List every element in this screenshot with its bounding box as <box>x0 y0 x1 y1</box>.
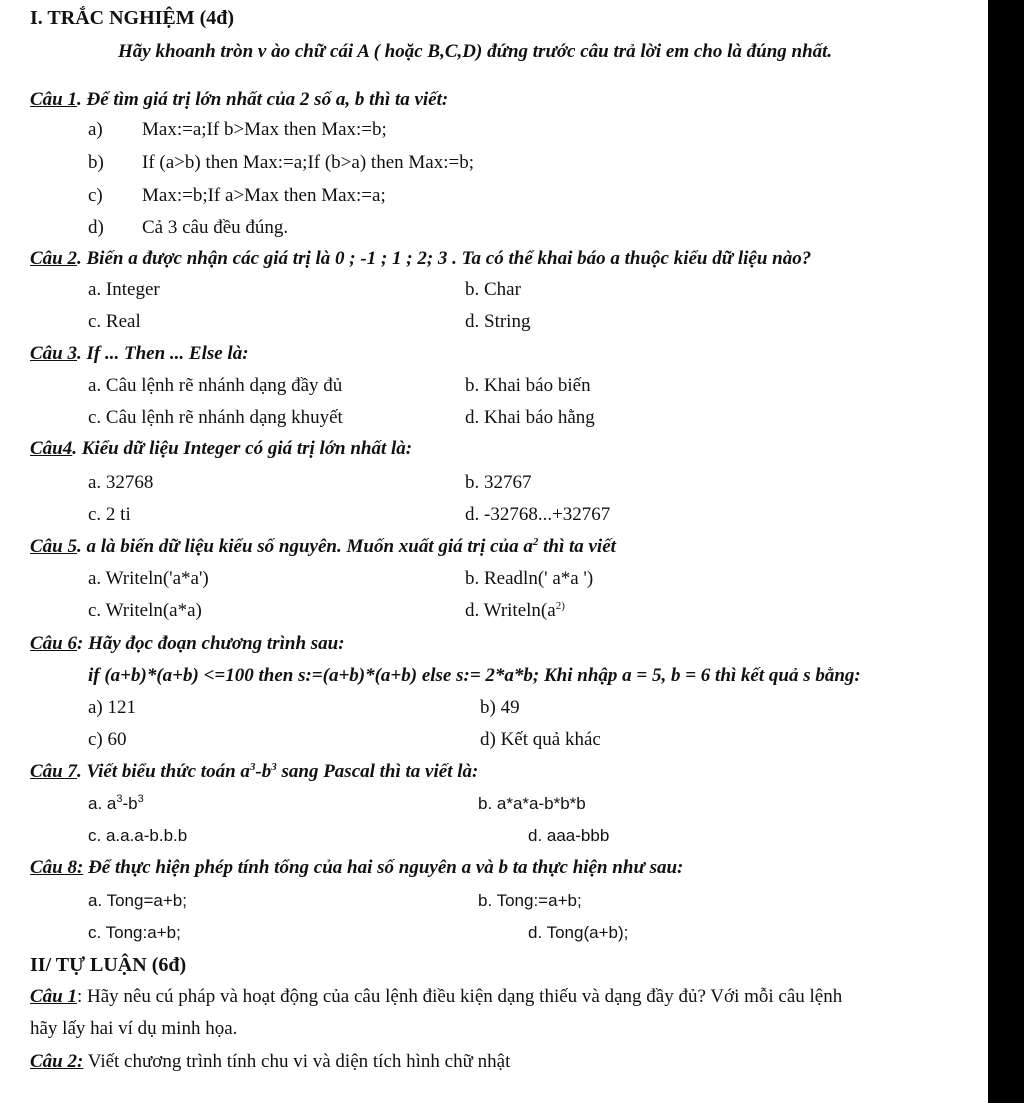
q1-option-a <box>88 118 387 142</box>
section2-title: II/ TỰ LUẬN (6đ) <box>30 954 187 976</box>
q3-option-c: c. Câu lệnh rẽ nhánh dạng khuyết <box>88 407 343 428</box>
q2-option-d: d. String <box>465 311 531 332</box>
q6-text: : Hãy đọc đoạn chương trình sau: <box>77 633 345 654</box>
q4-option-d: d. -32768...+32767 <box>465 504 611 525</box>
q8-heading <box>30 856 683 880</box>
q5-text-before: . a là biến dữ liệu kiểu số nguyên. Muốn xuất giá trị của a <box>77 536 533 557</box>
q5-option-d-text: d. Writeln(a <box>465 600 556 621</box>
q7-label: Câu 7 <box>30 761 77 782</box>
q1-option-c-text: Max:=b;If a>Max then Max:=a; <box>142 185 386 206</box>
q1-option-b <box>88 151 474 175</box>
section2-q1-label: Câu 1 <box>30 986 77 1007</box>
q7-sup2: 3 <box>271 761 277 773</box>
q7-text-after: sang Pascal thì ta viết là: <box>276 761 479 782</box>
q1-label: Câu 1 <box>30 89 77 110</box>
q7-mid: -b <box>255 761 272 782</box>
q8-option-c: c. Tong:a+b; <box>88 923 181 942</box>
q1-option-b-letter: b) <box>88 152 104 173</box>
q7-option-c: c. a.a.a-b.b.b <box>88 826 188 845</box>
section1-instruction: Hãy khoanh tròn v ào chữ cái A ( hoặc B,C,D) đứng trước câu trả lời em cho là đúng nhất. <box>118 41 833 62</box>
section2-q1-line2: hãy lấy hai ví dụ minh họa. <box>30 1018 238 1039</box>
q2-option-a: a. Integer <box>88 279 160 300</box>
q8-label: Câu 8: <box>30 857 84 878</box>
q3-option-d: d. Khai báo hằng <box>465 407 595 428</box>
q3-heading <box>30 342 249 366</box>
q3-text: . If ... Then ... Else là: <box>77 343 249 364</box>
q5-option-c: c. Writeln(a*a) <box>88 600 202 621</box>
q7-sup1: 3 <box>249 761 256 773</box>
q1-option-d-letter: d) <box>88 217 104 238</box>
q4-option-c: c. 2 ti <box>88 504 131 525</box>
q5-option-d-sup: 2) <box>555 600 565 612</box>
q1-option-b-text: If (a>b) then Max:=a;If (b>a) then Max:=b; <box>142 152 474 173</box>
q4-option-b: b. 32767 <box>465 472 532 493</box>
q6-option-d: d) Kết quả khác <box>480 729 601 750</box>
q2-option-c: c. Real <box>88 311 141 332</box>
q1-text: . Để tìm giá trị lớn nhất của 2 số a, b thì ta viết: <box>77 89 449 110</box>
q7-heading <box>30 760 478 784</box>
q4-label: Câu4 <box>30 438 73 459</box>
q3-option-a: a. Câu lệnh rẽ nhánh dạng đầy đủ <box>88 375 343 396</box>
q5-option-a: a. Writeln('a*a') <box>88 568 209 589</box>
q1-option-d-text: Cả 3 câu đều đúng. <box>142 217 289 238</box>
q8-option-a: a. Tong=a+b; <box>88 891 187 910</box>
section2-q1 <box>30 985 842 1009</box>
q8-option-d: d. Tong(a+b); <box>528 923 629 942</box>
q4-text: . Kiểu dữ liệu Integer có giá trị lớn nhất là: <box>72 438 413 459</box>
section1-title: I. TRẮC NGHIỆM (4đ) <box>30 7 235 29</box>
q7-text-before: . Viết biểu thức toán a <box>77 761 250 782</box>
q6-code: if (a+b)*(a+b) <=100 then s:=(a+b)*(a+b) else s:= 2*a*b; Khi nhập a = 5, b = 6 thì kết quả s bằng: <box>88 665 861 686</box>
q8-option-b: b. Tong:=a+b; <box>478 891 582 910</box>
q3-option-b: b. Khai báo biến <box>465 375 591 396</box>
q5-sup: 2 <box>532 536 539 548</box>
q1-option-a-letter: a) <box>88 119 103 140</box>
q4-option-a: a. 32768 <box>88 472 154 493</box>
q6-option-b: b) 49 <box>480 697 520 718</box>
q5-heading <box>30 535 616 559</box>
q6-option-c: c) 60 <box>88 729 127 750</box>
q7-option-a-sup1: 3 <box>116 793 123 805</box>
q6-label: Câu 6 <box>30 633 77 654</box>
q7-option-a-sup2: 3 <box>137 793 144 805</box>
q4-heading <box>30 437 412 461</box>
section2-q2 <box>30 1050 510 1074</box>
q1-option-a-text: Max:=a;If b>Max then Max:=b; <box>142 119 387 140</box>
q5-label: Câu 5 <box>30 536 77 557</box>
q1-heading <box>30 88 448 112</box>
q2-option-b: b. Char <box>465 279 521 300</box>
section2-q2-label: Câu 2: <box>30 1051 84 1072</box>
q5-option-b: b. Readln(' a*a ') <box>465 568 594 589</box>
section2-q1-text: : Hãy nêu cú pháp và hoạt động của câu lệnh điều kiện dạng thiếu và dạng đầy đủ? Với mỗi câu lệnh <box>77 986 843 1007</box>
q5-text-after: thì ta viết <box>538 536 616 557</box>
q2-label: Câu 2 <box>30 248 77 269</box>
section2-q2-text: Viết chương trình tính chu vi và diện tích hình chữ nhật <box>83 1051 511 1072</box>
q7-option-a-mid: -b <box>122 794 138 813</box>
q1-option-c <box>88 184 386 208</box>
q8-text: Để thực hiện phép tính tổng của hai số nguyên a và b ta thực hiện như sau: <box>83 857 684 878</box>
q1-option-d <box>88 216 288 240</box>
q6-option-a: a) 121 <box>88 697 137 718</box>
q2-text: . Biến a được nhận các giá trị là 0 ; -1 ; 1 ; 2; 3 . Ta có thể khai báo a thuộc kiểu dữ liệu nào? <box>77 248 812 269</box>
q7-option-d: d. aaa-bbb <box>528 826 610 845</box>
q7-option-b: b. a*a*a-b*b*b <box>478 794 586 813</box>
q6-heading <box>30 632 345 656</box>
q3-label: Câu 3 <box>30 343 77 364</box>
q7-option-a-prefix: a. a <box>88 794 117 813</box>
q2-heading <box>30 247 811 271</box>
q5-option-d <box>465 599 565 623</box>
q1-option-c-letter: c) <box>88 185 103 206</box>
q7-option-a <box>88 792 144 816</box>
